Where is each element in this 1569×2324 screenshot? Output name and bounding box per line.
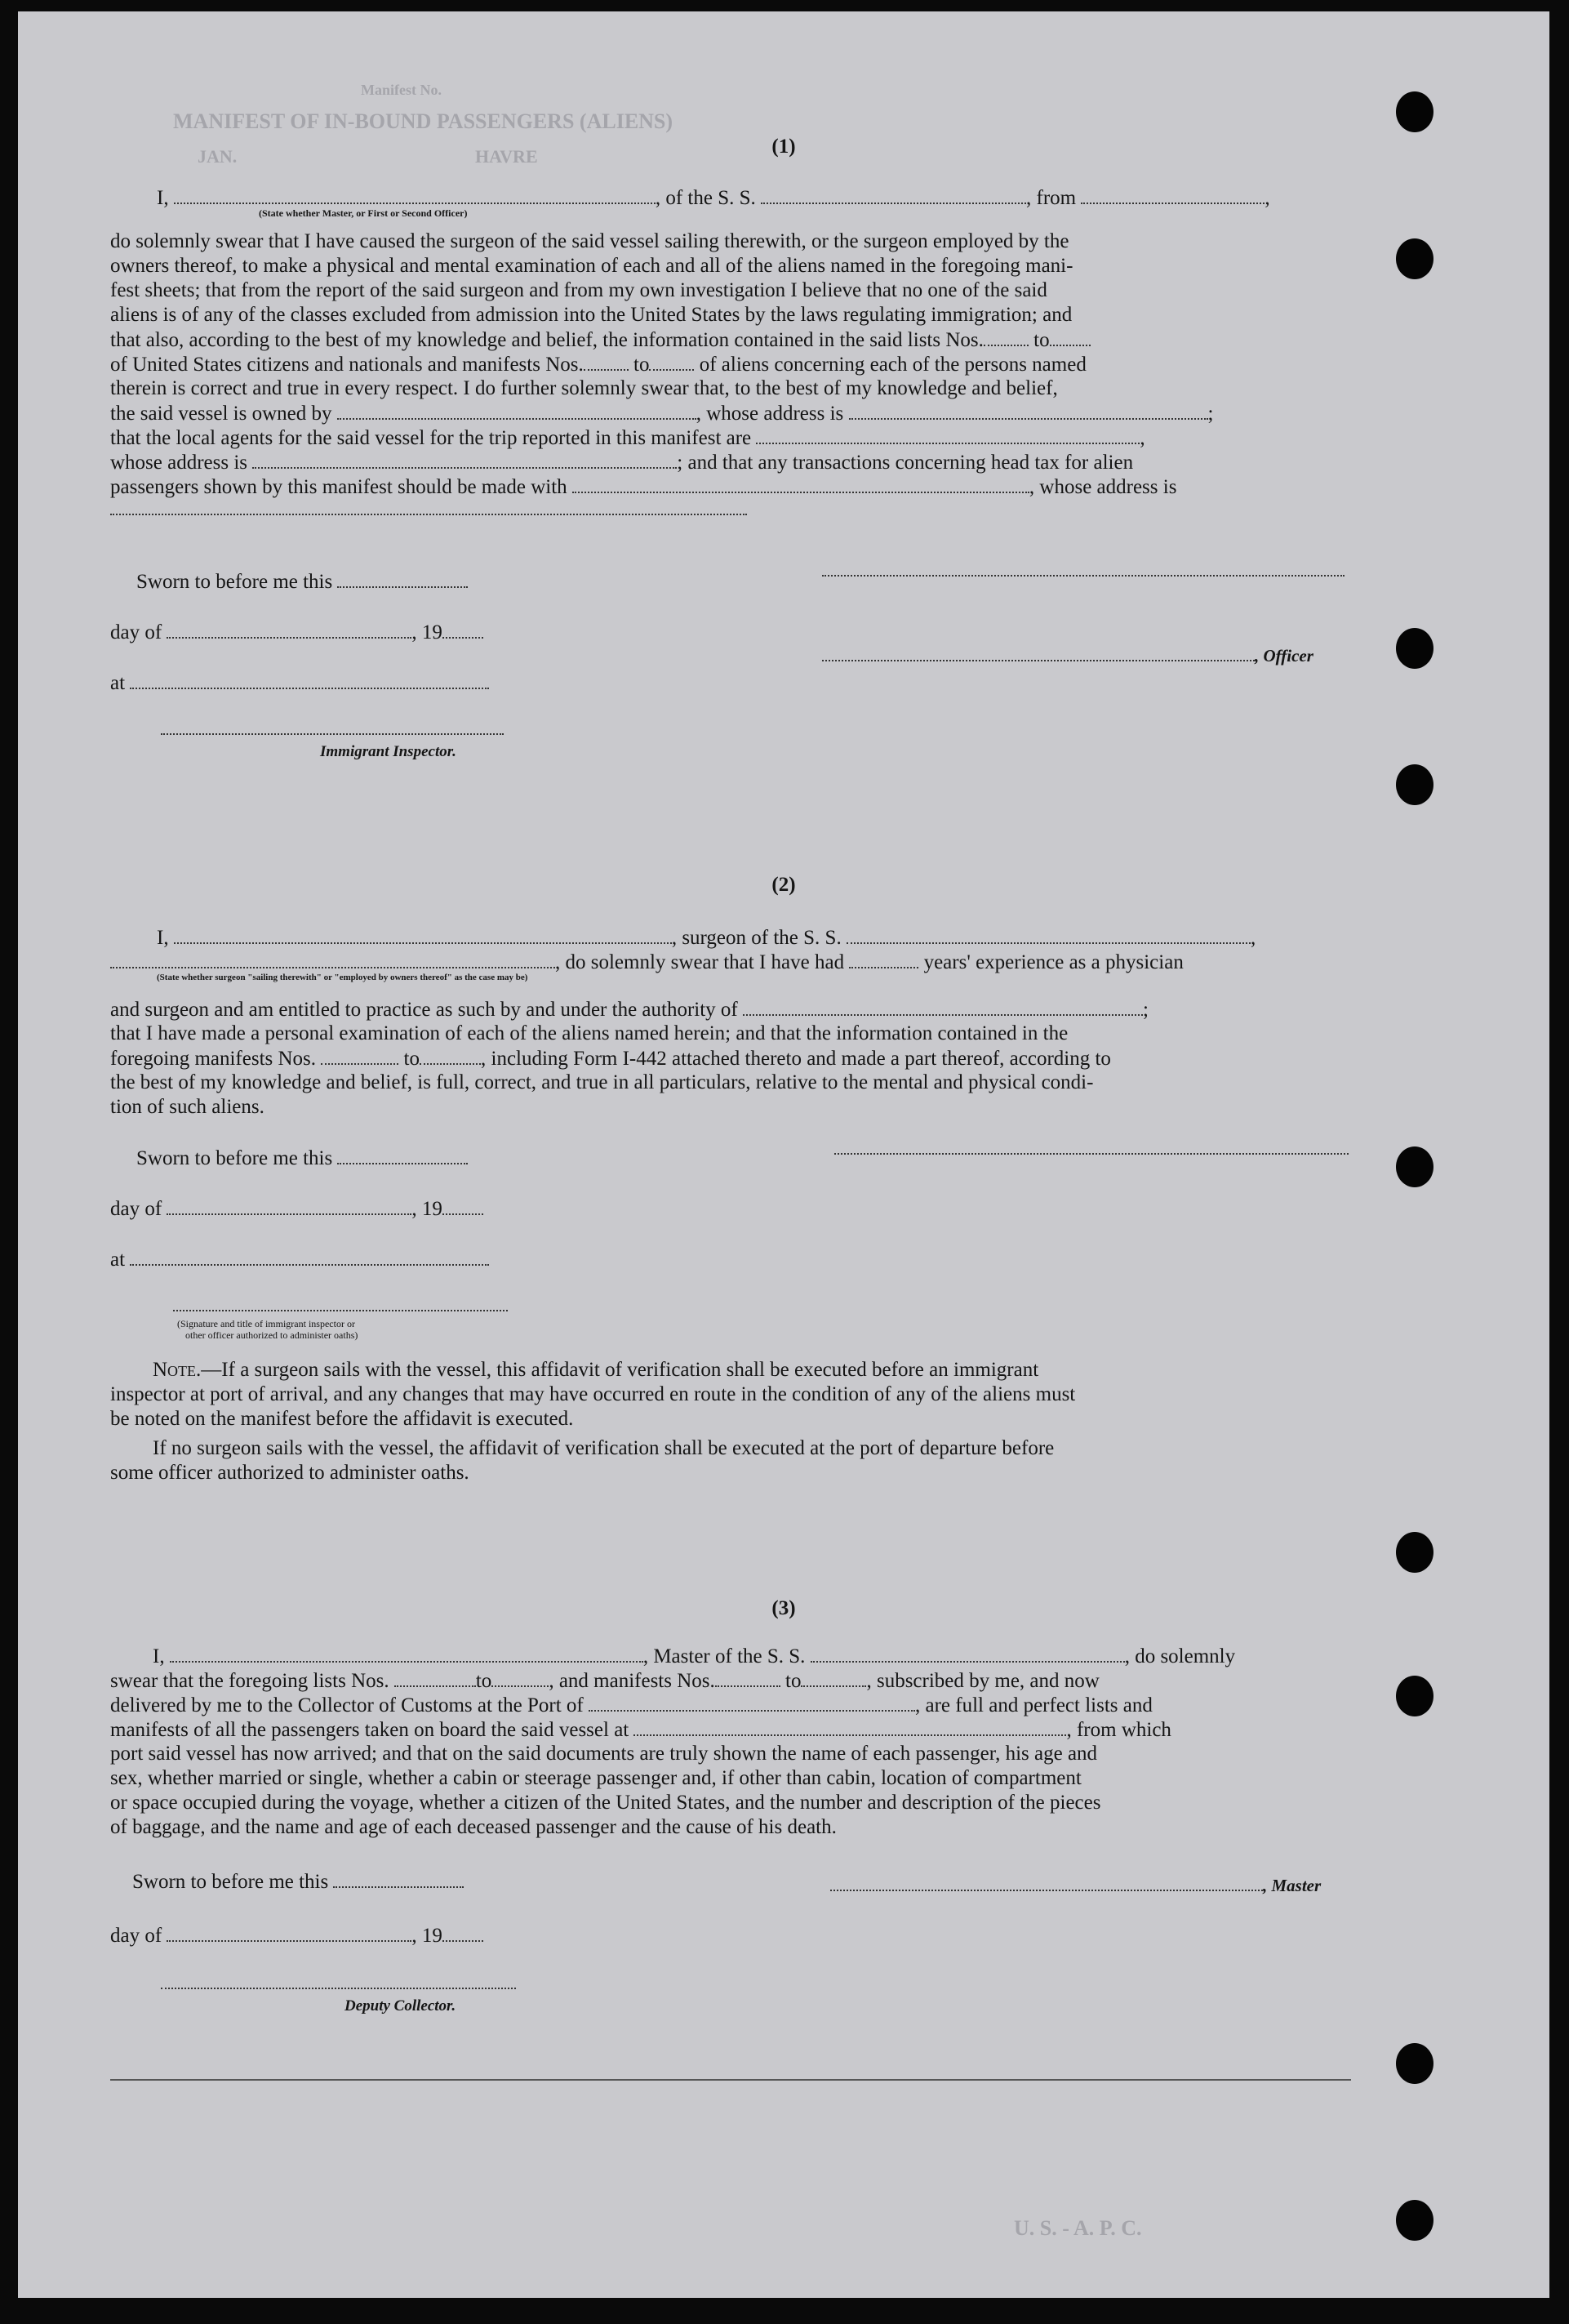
s1-line-10: whose address is ; and that any transactions concerning head tax for alien: [110, 449, 1133, 476]
s3-master-name-blank[interactable]: [170, 1643, 643, 1663]
s1-caption: (State whether Master, or First or Second Officer): [259, 207, 468, 219]
s3-deputy-label: Deputy Collector.: [344, 1997, 456, 2015]
s1-line-1: do solemnly swear that I have caused the surgeon of the said vessel sailing therewith, or the surgeon employed by the: [110, 230, 1069, 252]
s1-line-i: I, , of the S. S. , from ,: [157, 185, 1270, 211]
s1-line-4: aliens is of any of the classes excluded from admission into the United States by the laws regulating immigration; and: [110, 304, 1073, 326]
punch-hole-4: [1396, 764, 1433, 805]
document-page: [18, 11, 1549, 2298]
s1-at: at: [110, 670, 489, 697]
s2-caption: (State whether surgeon "sailing therewith" or "employed by owners thereof" as the case may be): [157, 973, 528, 982]
s1-line-3: fest sheets; that from the report of the said surgeon and from my own investigation I believe that no one of the said: [110, 279, 1047, 301]
s2-line-4: the best of my knowledge and belief, is full, correct, and true in all particulars, relative to the mental and physical condi-: [110, 1071, 1094, 1093]
s1-officer-blank[interactable]: [822, 642, 1255, 661]
s2-signature-line[interactable]: [834, 1153, 1349, 1155]
s1-line-8: the said vessel is owned by , whose address is ;: [110, 400, 1213, 427]
s2-line-3: foregoing manifests Nos. to , including Form I-442 attached thereto and made a part thereof, according to: [110, 1045, 1111, 1072]
punch-hole-5: [1396, 1146, 1433, 1187]
s1-officer-name-blank[interactable]: [174, 185, 656, 204]
s3-year-blank[interactable]: [442, 1922, 483, 1942]
s2-sworn-date-blank[interactable]: [337, 1145, 468, 1164]
s3-master-signature-blank[interactable]: [830, 1872, 1263, 1891]
s3-line-i: I, , Master of the S. S. , do solemnly: [153, 1643, 1235, 1670]
s3-manifests-to-blank[interactable]: [801, 1667, 866, 1687]
section-1-number: (1): [771, 136, 796, 158]
punch-hole-1: [1396, 91, 1433, 132]
s2-ship-name-blank[interactable]: [847, 924, 1251, 944]
faint-header-mark: Manifest No.: [361, 82, 442, 98]
s2-inspector-line[interactable]: [173, 1310, 508, 1311]
faint-header-2: JAN.: [198, 146, 238, 167]
s1-line-6: of United States citizens and nationals and manifests Nos. to of aliens concerning each of the persons named: [110, 351, 1087, 378]
s1-lists-from-blank[interactable]: [984, 327, 1029, 346]
s1-manifests-to-blank[interactable]: [649, 351, 694, 371]
s2-note-4: If no surgeon sails with the vessel, the affidavit of verification shall be executed at the port of departure before: [153, 1437, 1055, 1459]
s3-manifests-from-blank[interactable]: [715, 1667, 780, 1687]
s3-line-2: delivered by me to the Collector of Customs at the Port of , are full and perfect lists and: [110, 1692, 1153, 1719]
s1-head-tax-blank[interactable]: [572, 474, 1029, 493]
bottom-rule: [110, 2079, 1351, 2081]
s2-note-1: Note.—If a surgeon sails with the vessel, this affidavit of verification shall be executed before an immigrant: [153, 1359, 1039, 1381]
s1-sworn: Sworn to before me this: [136, 568, 468, 595]
s1-sworn-date-blank[interactable]: [337, 568, 468, 588]
s3-line-3: manifests of all the passengers taken on board the said vessel at , from which: [110, 1716, 1171, 1743]
s2-manifests-to-blank[interactable]: [420, 1045, 481, 1065]
s1-inspector-line[interactable]: [161, 733, 504, 735]
s2-sig-caption-2: other officer authorized to administer oaths): [185, 1329, 358, 1341]
s1-address-continue-blank[interactable]: [110, 514, 747, 515]
punch-hole-6: [1396, 1532, 1433, 1573]
s3-sworn-date-blank[interactable]: [333, 1868, 464, 1888]
s2-day-of: day of , 19: [110, 1195, 483, 1222]
s1-day-blank[interactable]: [167, 619, 411, 639]
s3-line-7: of baggage, and the name and age of each deceased passenger and the cause of his death.: [110, 1816, 837, 1838]
s2-manifests-from-blank[interactable]: [321, 1045, 398, 1065]
s2-at: at: [110, 1246, 489, 1273]
s1-lists-to-blank[interactable]: [1050, 327, 1091, 346]
section-2-number: (2): [771, 874, 796, 896]
s1-from-blank[interactable]: [1081, 185, 1265, 204]
faint-header-1: MANIFEST OF IN-BOUND PASSENGERS (ALIENS): [173, 109, 673, 133]
footer-faint: U. S. - A. P. C.: [1014, 2216, 1142, 2240]
s2-line-i: I, , surgeon of the S. S. ,: [157, 924, 1256, 951]
s3-line-5: sex, whether married or single, whether a cabin or steerage passenger and, if other than cabin, location of compartment: [110, 1767, 1082, 1789]
s1-agents-blank[interactable]: [756, 425, 1140, 444]
s2-ship-cont-blank[interactable]: [110, 949, 555, 968]
s3-line-4: port said vessel has now arrived; and that on the said documents are truly shown the name of each passenger, his age and: [110, 1743, 1098, 1765]
s1-line-5: that also, according to the best of my knowledge and belief, the information contained in the said lists Nos. to: [110, 327, 1091, 354]
s1-line-9: that the local agents for the said vessel for the trip reported in this manifest are ,: [110, 425, 1145, 452]
s1-ship-name-blank[interactable]: [761, 185, 1026, 204]
s3-departure-port-blank[interactable]: [633, 1716, 1066, 1736]
s1-manifests-from-blank[interactable]: [584, 351, 629, 371]
s1-officer-line: , Officer: [822, 642, 1313, 669]
s2-years-blank[interactable]: [849, 949, 918, 968]
s3-port-blank[interactable]: [589, 1692, 915, 1712]
faint-header-3: HAVRE: [475, 146, 538, 167]
s2-day-blank[interactable]: [167, 1195, 411, 1215]
s1-agents-address-blank[interactable]: [252, 449, 677, 469]
s3-lists-from-blank[interactable]: [394, 1667, 476, 1687]
s2-surgeon-name-blank[interactable]: [174, 924, 672, 944]
s3-day-of: day of , 19: [110, 1922, 483, 1949]
s1-owner-blank[interactable]: [337, 400, 696, 420]
s2-at-blank[interactable]: [130, 1246, 489, 1266]
s2-note-5: some officer authorized to administer oaths.: [110, 1462, 469, 1484]
s2-line-1: and surgeon and am entitled to practice as such by and under the authority of ;: [110, 996, 1149, 1023]
s2-line-swear: , do solemnly swear that I have had years' experience as a physician: [110, 949, 1184, 976]
s2-line-5: tion of such aliens.: [110, 1096, 264, 1118]
punch-hole-8: [1396, 2043, 1433, 2084]
s3-day-blank[interactable]: [167, 1922, 411, 1942]
punch-hole-2: [1396, 238, 1433, 279]
s1-line-2: owners thereof, to make a physical and mental examination of each and all of the aliens named in the foregoing mani-: [110, 255, 1073, 277]
s3-lists-to-blank[interactable]: [491, 1667, 549, 1687]
s1-at-blank[interactable]: [130, 670, 489, 689]
s3-master-line: , Master: [830, 1872, 1321, 1899]
s2-sig-caption-1: (Signature and title of immigrant inspector or: [177, 1318, 355, 1329]
s1-line-11: passengers shown by this manifest should be made with , whose address is: [110, 474, 1176, 501]
s3-line-1: swear that the foregoing lists Nos. to , and manifests Nos. to , subscribed by me, and now: [110, 1667, 1100, 1694]
s2-line-2: that I have made a personal examination of each of the aliens named herein; and that the information contained in the: [110, 1022, 1069, 1044]
punch-hole-7: [1396, 1676, 1433, 1716]
s2-note-3: be noted on the manifest before the affidavit is executed.: [110, 1408, 574, 1430]
s1-line-7: therein is correct and true in every respect. I do further solemnly swear that, to the best of my knowledge and belief,: [110, 377, 1058, 399]
s3-deputy-line[interactable]: [161, 1988, 516, 1989]
s2-year-blank[interactable]: [442, 1195, 483, 1215]
s1-year-blank[interactable]: [442, 619, 483, 639]
punch-hole-9: [1396, 2200, 1433, 2241]
s2-sworn: Sworn to before me this: [136, 1145, 468, 1172]
s3-ship-name-blank[interactable]: [811, 1643, 1125, 1663]
s2-authority-blank[interactable]: [743, 996, 1143, 1016]
s1-inspector-label: Immigrant Inspector.: [320, 743, 456, 760]
s3-sworn: Sworn to before me this: [132, 1868, 464, 1895]
s2-note-2: inspector at port of arrival, and any changes that may have occurred en route in the condition of any of the aliens must: [110, 1383, 1076, 1405]
s3-line-6: or space occupied during the voyage, whether a citizen of the United States, and the number and description of the pieces: [110, 1792, 1101, 1814]
s1-signature-line[interactable]: [822, 575, 1345, 577]
s1-owner-address-blank[interactable]: [849, 400, 1208, 420]
punch-hole-3: [1396, 628, 1433, 669]
s1-day-of: day of , 19: [110, 619, 483, 646]
section-3-number: (3): [771, 1597, 796, 1619]
